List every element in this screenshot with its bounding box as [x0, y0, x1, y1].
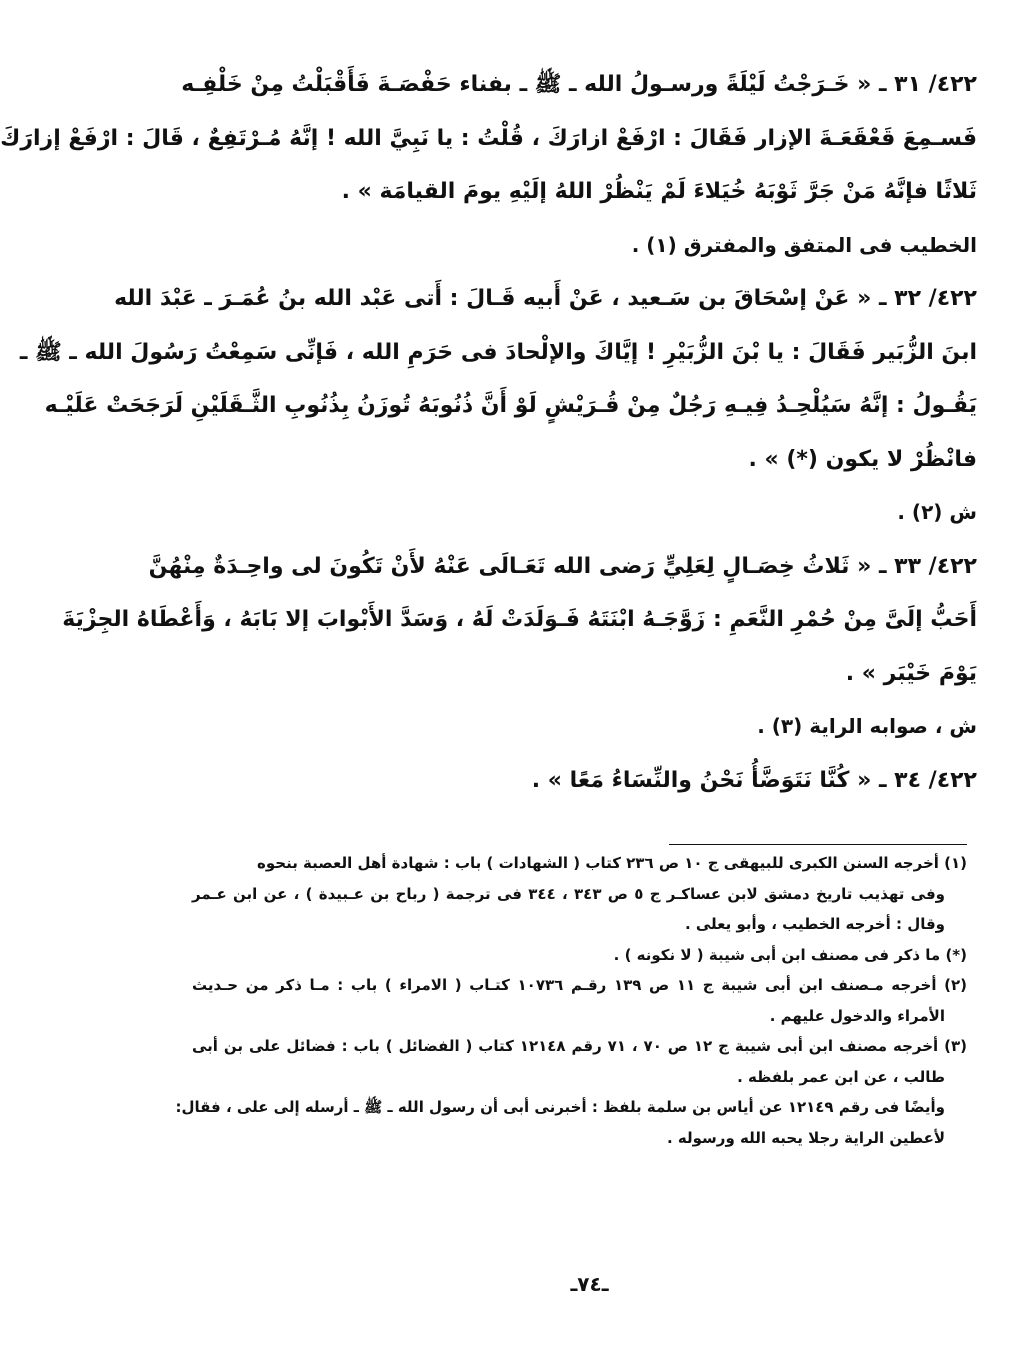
footnote-2-line-2: الأمراء والدخول عليهم . [769, 1006, 945, 1025]
footnote-star: (*) ما ذكر فى مصنف ابن أبى شيبة ( لا نكونه ) . [613, 945, 967, 964]
hadith-32-line-1: ٤٢٢/ ٣٢ ـ « عَنْ إسْحَاقَ بن سَـعيد ، عَنْ أَبيه قَـالَ : أَتى عَبْد الله بنُ عُمَـرَ ـ عَبْدَ الله [114, 286, 977, 311]
footnote-divider [669, 844, 967, 845]
footnote-3-line-4: لأعطين الراية رجلا يحبه الله ورسوله . [667, 1128, 945, 1147]
hadith-31-line-2: فَسـمِعَ قَعْقَعَـةَ الإزار فَقَالَ : ارْفَعْ ازارَكَ ، قُلْتُ : يا نَبِيَّ الله ! إنَّهُ مُـرْتَفِعٌ ، قَالَ : ارْفَعْ إزارَكَ [0, 125, 977, 151]
footnote-3-line-1: (٣) أخرجه مصنف ابن أبى شيبة ج ١٢ ص ٧٠ ، ٧١ رقم ١٢١٤٨ كتاب ( الفضائل ) باب : فضائل على بن أبى [192, 1037, 967, 1055]
page-number: ـ٧٤ـ [570, 1272, 609, 1296]
hadith-31-line-3: ثَلاثًا فإنَّهُ مَنْ جَرَّ ثَوْبَهُ خُيَلاءَ لَمْ يَنْظُرْ اللهُ إلَيْهِ يومَ القيامَة » . [341, 179, 977, 204]
hadith-32-source: ش (٢) . [897, 500, 977, 524]
hadith-32-line-3: يَقُـولُ : إنَّهُ سَيُلْحِـدُ فِيـهِ رَجُلٌ مِنْ قُـرَيْشٍ لَوْ أَنَّ ذُنُوبَهُ تُوزَنُ بِذُنُوبِ الثَّـقَلَيْنِ لَرَجَحَتْ عَلَيْـه [44, 393, 977, 418]
hadith-33-line-1: ٤٢٢/ ٣٣ ـ « ثَلاثُ خِصَـالٍ لِعَلِيٍّ رَضى الله تَعَـالَى عَنْهُ لأَنْ تَكُونَ لى واحِـدَةٌ مِنْهُنَّ [148, 553, 977, 579]
hadith-31-line-1: ٤٢٢/ ٣١ ـ « خَـرَجْتُ لَيْلَةً ورسـولُ الله ـ ﷺ ـ بفناء حَفْصَـةَ فَأَقْبَلْتُ مِنْ خَلْفِـه [181, 72, 977, 97]
footnote-1-line-1: (١) أخرجه السنن الكبرى للبيهقى ج ١٠ ص ٢٣٦ كتاب ( الشهادات ) باب : شهادة أهل العصبة بنحوه [257, 854, 967, 872]
hadith-32-line-4: فانْظُرْ لا يكون (*) » . [748, 446, 977, 472]
footnote-1-line-3: وقال : أخرجه الخطيب ، وأبو يعلى . [684, 915, 945, 933]
footnotes [175, 848, 967, 1153]
footnote-2-line-1: (٢) أخرجه مـصنف ابن أبى شيبة ج ١١ ص ١٣٩ رقـم ١٠٧٣٦ كتـاب ( الامراء ) باب : مـا ذكر من حـديث [192, 976, 967, 994]
footnote-3-line-2: طالب ، عن ابن عمر بلفظه . [737, 1067, 945, 1086]
hadith-32-line-2: ابنَ الزُّبَير فَقَالَ : يا بْنَ الزُّبَيْرِ ! إيَّاكَ والإلْحادَ فى حَرَمِ الله ، فَإنِّى سَمِعْتُ رَسُولَ الله ـ ﷺ ـ [19, 339, 977, 365]
hadith-33-source: ش ، صوابه الراية (٣) . [757, 714, 977, 738]
hadith-33-line-2: أَحَبُّ إلَىَّ مِنْ حُمْرِ النَّعَمِ : زَوَّجَـهُ ابْنَتَهُ فَـوَلَدَتْ لَهُ ، وَسَدَّ الأَبْوابَ إلا بَابَهُ ، وَأَعْطَاهُ الجِزْيَةَ [62, 607, 977, 632]
hadith-33-line-3: يَوْمَ خَيْبَر » . [845, 660, 977, 686]
footnote-1-line-2: وفى تهذيب تاريخ دمشق لابن عساكـر ج ٥ ص ٣٤٣ ، ٣٤٤ فى ترجمة ( رباح بن عـبيدة ) ، عن ابن عـمر [192, 884, 945, 903]
hadith-31-source: الخطيب فى المتفق والمفترق (١) . [631, 232, 977, 257]
hadith-34-line-1: ٤٢٢/ ٣٤ ـ « كُنَّا نَتَوَضَّأُ نَحْنُ والنِّسَاءُ مَعًا » . [531, 767, 977, 793]
main-text [0, 58, 977, 807]
footnote-3-line-3: وأيضًا فى رقم ١٢١٤٩ عن أياس بن سلمة بلفظ : أخبرنى أبى أن رسول الله ـ ﷺ ـ أرسله إلى على ، فقال: [175, 1098, 945, 1116]
